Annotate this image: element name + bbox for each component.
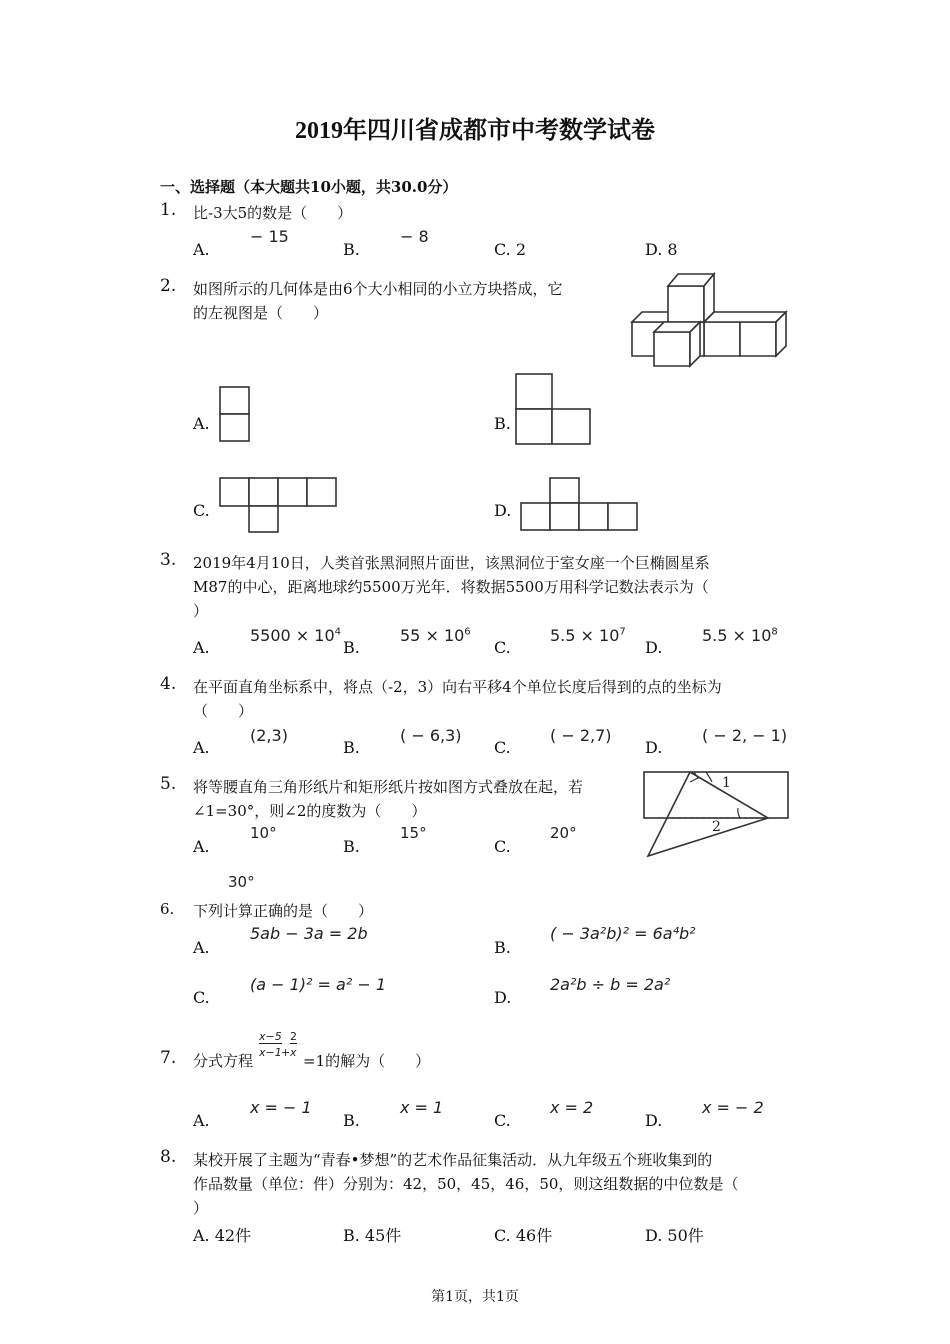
page-title: 2019年四川省成都市中考数学试卷 <box>295 118 655 144</box>
question-text: 下列计算正确的是（ ） <box>193 902 374 920</box>
option-c-label: C. <box>494 738 511 757</box>
question-text-line-1: 某校开展了主题为“青春•梦想”的艺术作品征集活动．从九年级五个班收集到的 <box>193 1151 713 1169</box>
option-c-value: 20° <box>550 824 577 842</box>
option-d-value: 2a²b ÷ b = 2a² <box>550 975 671 994</box>
option-b-label: B. <box>343 638 360 657</box>
fraction-plus: + <box>281 1046 291 1059</box>
option-b-value: x = 1 <box>400 1098 444 1117</box>
option-c-value: x = 2 <box>550 1098 594 1117</box>
option-d-value: x = − 2 <box>702 1098 764 1117</box>
option-b-value: $55 \times 10^6$ <box>400 626 471 645</box>
question-text-line-2: ∠1=30°，则∠2的度数为（ ） <box>193 802 427 820</box>
option-c-label: C. <box>494 837 511 856</box>
fraction-1-numerator: x−5 <box>259 1030 282 1043</box>
option-b-value: ( − 3a²b)² = 6a⁴b² <box>550 924 696 943</box>
option-b-label: B. <box>343 1111 360 1130</box>
option-a-value: (2,3) <box>250 726 288 745</box>
question-text-prefix: 分式方程 <box>193 1052 254 1070</box>
option-c-value: $5.5 \times 10^7$ <box>550 626 626 645</box>
option-b: B. 45件 <box>343 1226 402 1245</box>
question-text-line-2: 的左视图是（ ） <box>193 304 329 322</box>
option-a-label: A. <box>193 837 210 856</box>
section-heading: 一、选择题（本大题共10小题，共30.0分） <box>160 178 458 196</box>
option-b-value: ( − 6,3) <box>400 726 462 745</box>
question-text-line-1: 2019年4月10日，人类首张黑洞照片面世，该黑洞位于室女座一个巨椭圆星系 <box>193 554 710 572</box>
option-d-value: $5.5 \times 10^8$ <box>702 626 778 645</box>
option-a-value: 5ab − 3a = 2b <box>250 924 368 943</box>
option-b-label: B. <box>343 738 360 757</box>
triangle-rectangle-figure <box>640 768 792 862</box>
option-b-label: B. <box>343 240 360 259</box>
question-text-line-1: 如图所示的几何体是由6个大小相同的小立方块搭成，它 <box>193 280 563 298</box>
angle-2-label: 2 <box>712 819 721 835</box>
option-b-figure <box>515 373 593 445</box>
question-text-line-2: 作品数量（单位：件）分别为：42，50，45，46，50，则这组数据的中位数是（ <box>193 1175 739 1193</box>
option-c-label: C. 2 <box>494 240 527 259</box>
question-number: 7. <box>160 1048 177 1068</box>
option-a: A. 42件 <box>193 1226 252 1245</box>
option-a-value: $5500 \times 10^4$ <box>250 626 342 645</box>
option-d-label: D. <box>494 501 512 520</box>
option-d-label: D. <box>645 1111 663 1130</box>
question-number: 2. <box>160 276 177 296</box>
option-b-label: B. <box>494 414 511 433</box>
question-number: 3. <box>160 550 177 570</box>
page-footer: 第1页，共1页 <box>431 1289 519 1305</box>
option-d-figure <box>520 477 641 533</box>
option-a-label: A. <box>193 738 210 757</box>
option-d-value: 30° <box>228 873 255 891</box>
question-text-suffix: =1的解为（ ） <box>303 1052 431 1070</box>
question-text-line-3: ） <box>193 602 209 620</box>
option-d-label: D. <box>645 638 663 657</box>
question-number: 5. <box>160 774 177 794</box>
angle-1-label: 1 <box>722 775 731 791</box>
question-text-line-1: 在平面直角坐标系中，将点（-2，3）向右平移4个单位长度后得到的点的坐标为 <box>193 678 722 696</box>
option-b-label: B. <box>494 938 511 957</box>
cube-solid-figure <box>628 270 790 362</box>
option-d-label: D. <box>645 738 663 757</box>
question-text-line-3: ） <box>193 1199 209 1217</box>
question-text-line-2: （ ） <box>193 702 254 720</box>
question-text: 比-3大5的数是（ ） <box>193 204 353 222</box>
question-number: 1. <box>160 200 177 220</box>
option-d-value: ( − 2, − 1) <box>702 726 788 745</box>
option-d: D. 50件 <box>645 1226 704 1245</box>
option-b-value: − 8 <box>400 227 429 246</box>
question-number: 8. <box>160 1147 177 1167</box>
option-a-value: 10° <box>250 824 277 842</box>
fraction-2-denominator: x <box>290 1046 297 1059</box>
option-a-value: x = − 1 <box>250 1098 312 1117</box>
fraction-2-numerator: 2 <box>290 1030 297 1043</box>
option-a-figure <box>219 386 251 444</box>
question-number: 4. <box>160 674 177 694</box>
question-text-line-1: 将等腰直角三角形纸片和矩形纸片按如图方式叠放在起，若 <box>193 778 584 796</box>
option-d-label: D. <box>494 988 512 1007</box>
option-a-label: A. <box>193 240 210 259</box>
option-a-label: A. <box>193 938 210 957</box>
option-c: C. 46件 <box>494 1226 553 1245</box>
option-c-figure <box>219 477 339 535</box>
option-a-label: A. <box>193 414 210 433</box>
question-number: 6. <box>160 900 175 918</box>
option-b-label: B. <box>343 837 360 856</box>
option-c-value: (a − 1)² = a² − 1 <box>250 975 387 994</box>
option-b-value: 15° <box>400 824 427 842</box>
option-c-label: C. <box>193 501 210 520</box>
option-c-label: C. <box>193 988 210 1007</box>
option-a-label: A. <box>193 638 210 657</box>
option-a-label: A. <box>193 1111 210 1130</box>
question-text-line-2: M87的中心，距离地球约5500万光年．将数据5500万用科学记数法表示为（ <box>193 578 709 596</box>
option-c-label: C. <box>494 1111 511 1130</box>
option-c-label: C. <box>494 638 511 657</box>
option-a-value: − 15 <box>250 227 289 246</box>
fraction-1-denominator: x−1 <box>259 1046 282 1059</box>
option-c-value: ( − 2,7) <box>550 726 612 745</box>
option-d-label: D. 8 <box>645 240 678 259</box>
